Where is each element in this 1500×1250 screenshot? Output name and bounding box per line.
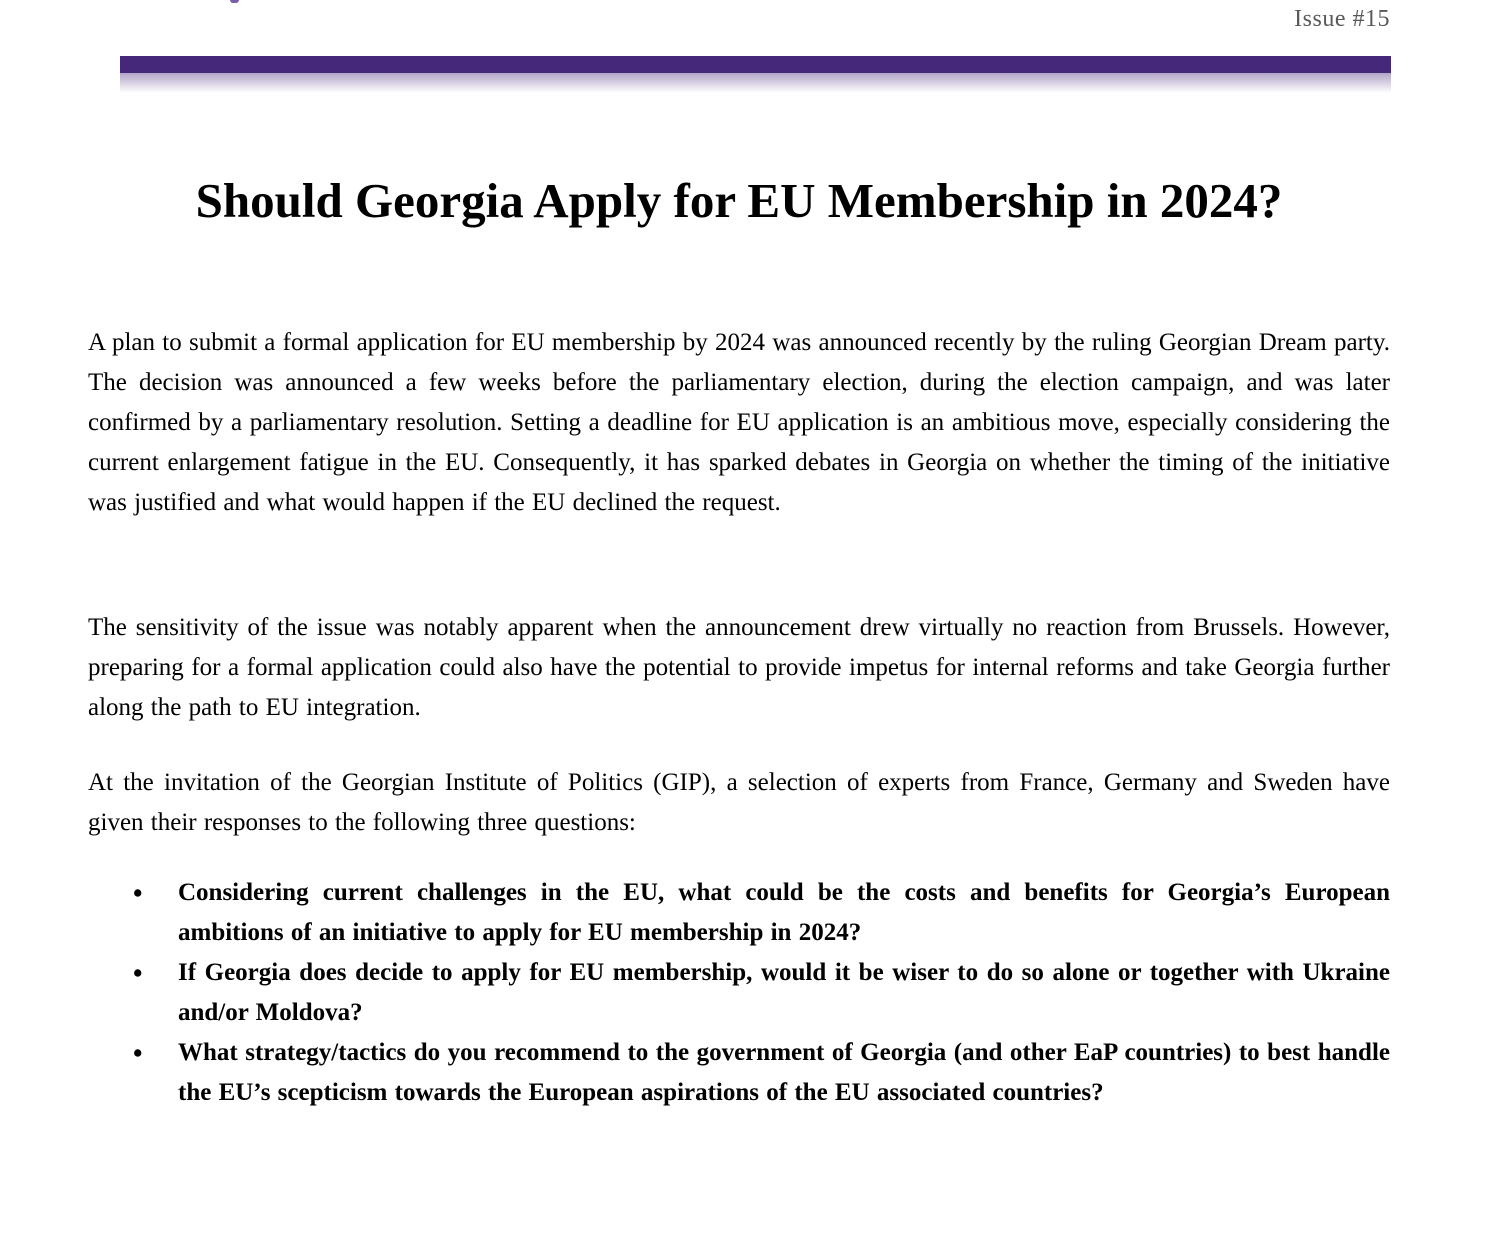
issue-number-label: Issue #15 [1294, 6, 1390, 32]
paragraph-sensitivity: The sensitivity of the issue was notably apparent when the announcement drew virtually no reaction from Brussels. However, preparing for a formal application could also have the potential to provide impetus for internal reforms and take Georgia further along the path to EU integration. [88, 614, 1390, 721]
question-text: Considering current challenges in the EU, what could be the costs and benefits for Georgia’s European ambitions of an initiative to apply for EU membership in 2024? [178, 879, 1390, 946]
bullet-icon: • [133, 1038, 143, 1068]
page-title: Should Georgia Apply for EU Membership in 2024? [195, 173, 1283, 228]
cropped-logo-fragment [230, 0, 239, 3]
paragraph-intro: A plan to submit a formal application for EU membership by 2024 was announced recently by the ruling Georgian Dream party. The decision was announced a few weeks before the parliamentary election, during the election campaign, and was later confirmed by a parliamentary resolution. Setting a deadline for EU application is an ambitious move, especially considering the current enlargement fatigue in the EU. Consequently, it has sparked debates in Georgia on whether the timing of the initiative was justified and what would happen if the EU declined the request. [88, 329, 1390, 516]
question-item [88, 953, 1390, 1033]
paragraph-invitation: At the invitation of the Georgian Institute of Politics (GIP), a selection of experts from France, Germany and Sweden have given their responses to the following three questions: [88, 769, 1390, 836]
question-item [88, 1033, 1390, 1113]
question-text: What strategy/tactics do you recommend to the government of Georgia (and other EaP countries) to best handle the EU’s scepticism towards the European aspirations of the EU associated countries? [178, 1039, 1390, 1106]
purple-divider-bar [120, 56, 1391, 73]
questions-list [88, 873, 1390, 1113]
question-text: If Georgia does decide to apply for EU membership, would it be wiser to do so alone or together with Ukraine and/or Moldova? [178, 959, 1390, 1026]
bullet-icon: • [133, 878, 143, 908]
bullet-icon: • [133, 958, 143, 988]
question-item [88, 873, 1390, 953]
